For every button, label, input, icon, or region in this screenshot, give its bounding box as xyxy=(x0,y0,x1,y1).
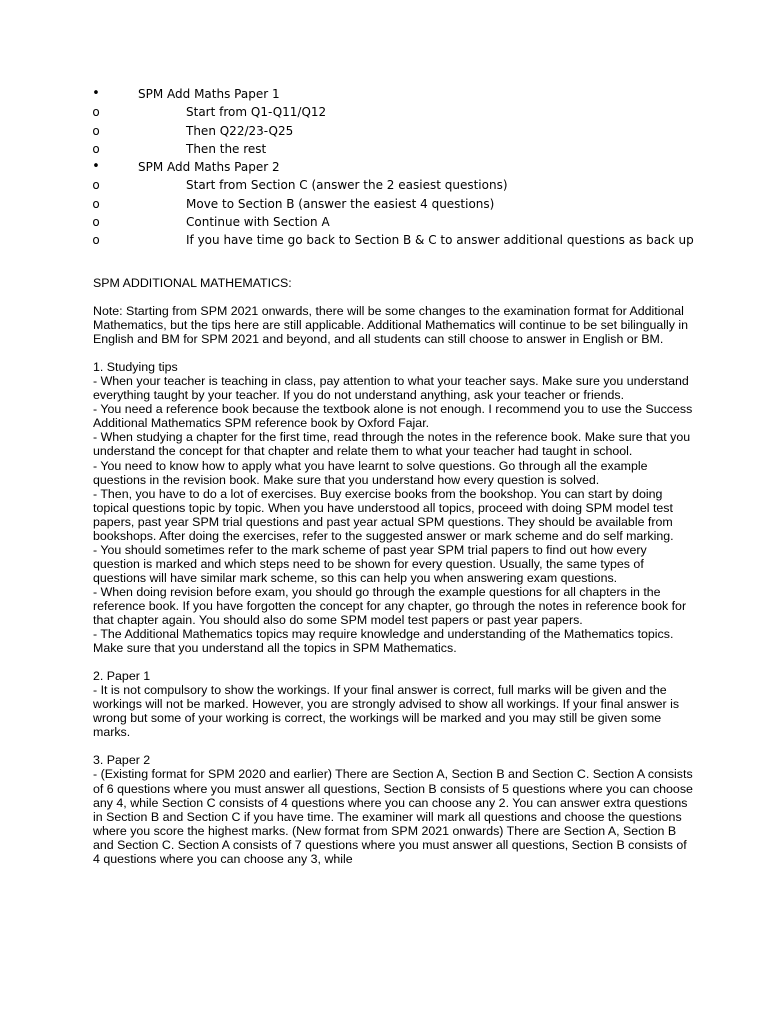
outline-subitem xyxy=(0,213,768,231)
section-paper-2 xyxy=(93,753,693,865)
outline-subitem xyxy=(0,176,768,194)
note-paragraph: Note: Starting from SPM 2021 onwards, there will be some changes to the examination format for Additional Mathematics, but the tips here are still applicable. Additional Mathematics will continue to be set bilingually in English and BM for SPM 2021 and beyond, and all students can still choose to answer in English or BM. xyxy=(93,304,689,347)
section-title: 1. Studying tips xyxy=(93,360,178,375)
bullet-circle-icon: o xyxy=(92,233,100,248)
bullet-disc-icon: • xyxy=(92,86,100,101)
outline-subitem-text: Move to Section B (answer the easiest 4 questions) xyxy=(186,196,495,211)
outline-item xyxy=(0,85,768,103)
section-title: 3. Paper 2 xyxy=(93,753,151,768)
tip-line: - Then, you have to do a lot of exercises. Buy exercise books from the bookshop. You can start by doing topical questions topic by topic. When you have understood all topics, proceed with doing SPM model test papers, past year SPM trial questions and past year actual SPM questions. They should be available from bookshops. After doing the exercises, refer to the suggested answer or mark scheme and do self marking. xyxy=(93,486,674,543)
bullet-circle-icon: o xyxy=(92,215,100,230)
bullet-circle-icon: o xyxy=(92,123,100,138)
section-paper-1 xyxy=(93,669,693,739)
outline-subitem-text: If you have time go back to Section B & C to answer additional questions as back up xyxy=(186,233,694,248)
tip-line: - You need to know how to apply what you have learnt to solve questions. Go through all the example questions in the revision book. Make sure that you understand how every question is solved. xyxy=(93,458,648,487)
tip-line: - You need a reference book because the textbook alone is not enough. I recommend you to use the Success Additional Mathematics SPM reference book by Oxford Fajar. xyxy=(93,402,693,431)
tip-line: - When your teacher is teaching in class, pay attention to what your teacher says. Make sure you understand everything taught by your teacher. If you do not understand anything, ask your teacher or friends. xyxy=(93,374,689,403)
paper2-line: - (Existing format for SPM 2020 and earlier) There are Section A, Section B and Section C. Section A consists of 6 questions where you must answer all questions, Section B consists of 5 questions where you can choose any 4, while Section C consists of 4 questions where you can choose any 2. You can answer extra questions in Section B and Section C if you have time. The examiner will mark all questions and choose the questions where you score the highest marks. (New format from SPM 2021 onwards) There are Section A, Section B and Section C. Section A consists of 7 questions where you must answer all questions, Section B consists of 4 questions where you can choose any 3, while xyxy=(93,767,693,866)
outline-subitem xyxy=(0,103,768,121)
document-heading: SPM ADDITIONAL MATHEMATICS: xyxy=(93,276,292,290)
outline-subitem-text: Then Q22/23-Q25 xyxy=(186,123,294,138)
bullet-circle-icon: o xyxy=(92,105,100,120)
outline-subitem xyxy=(0,140,768,158)
section-studying-tips xyxy=(93,360,693,655)
bullet-circle-icon: o xyxy=(92,141,100,156)
outline-subitem-text: Start from Section C (answer the 2 easiest questions) xyxy=(186,178,508,193)
section-title: 2. Paper 1 xyxy=(93,669,151,684)
tip-line: - The Additional Mathematics topics may require knowledge and understanding of the Mathematics topics. Make sure that you understand all the topics in SPM Mathematics. xyxy=(93,627,674,656)
outline-item-text: SPM Add Maths Paper 2 xyxy=(138,160,280,175)
tip-line: - When doing revision before exam, you should go through the example questions for all chapters in the reference book. If you have forgotten the concept for any chapter, go through the notes in reference book for that chapter again. You should also do some SPM model test papers or past year papers. xyxy=(93,584,687,628)
document-body xyxy=(93,276,693,880)
outline-subitem-text: Then the rest xyxy=(186,141,267,156)
outline-subitem xyxy=(0,195,768,213)
outline-item-text: SPM Add Maths Paper 1 xyxy=(138,87,280,101)
paper-order-outline xyxy=(0,85,768,250)
bullet-disc-icon: • xyxy=(92,159,100,175)
paper1-line: - It is not compulsory to show the workings. If your final answer is correct, full marks will be given and the workings will not be marked. However, you are strongly advised to show all workings. If your final answer is wrong but some of your working is correct, the workings will be marked and you may still be given some marks. xyxy=(93,683,680,740)
bullet-circle-icon: o xyxy=(92,178,100,193)
outline-item xyxy=(0,158,768,176)
bullet-circle-icon: o xyxy=(92,196,100,211)
tip-line: - When studying a chapter for the first time, read through the notes in the reference book. Make sure that you understand the concept for that chapter and relate them to what your teacher had taught in school. xyxy=(93,430,691,459)
outline-subitem xyxy=(0,122,768,140)
outline-subitem-text: Start from Q1-Q11/Q12 xyxy=(186,105,327,120)
outline-subitem xyxy=(0,231,768,249)
tip-line: - You should sometimes refer to the mark scheme of past year SPM trial papers to find out how every question is marked and which steps need to be shown for every question. Usually, the same types of questions will have similar mark scheme, so this can help you when answering exam questions. xyxy=(93,542,647,585)
outline-subitem-text: Continue with Section A xyxy=(186,215,330,230)
